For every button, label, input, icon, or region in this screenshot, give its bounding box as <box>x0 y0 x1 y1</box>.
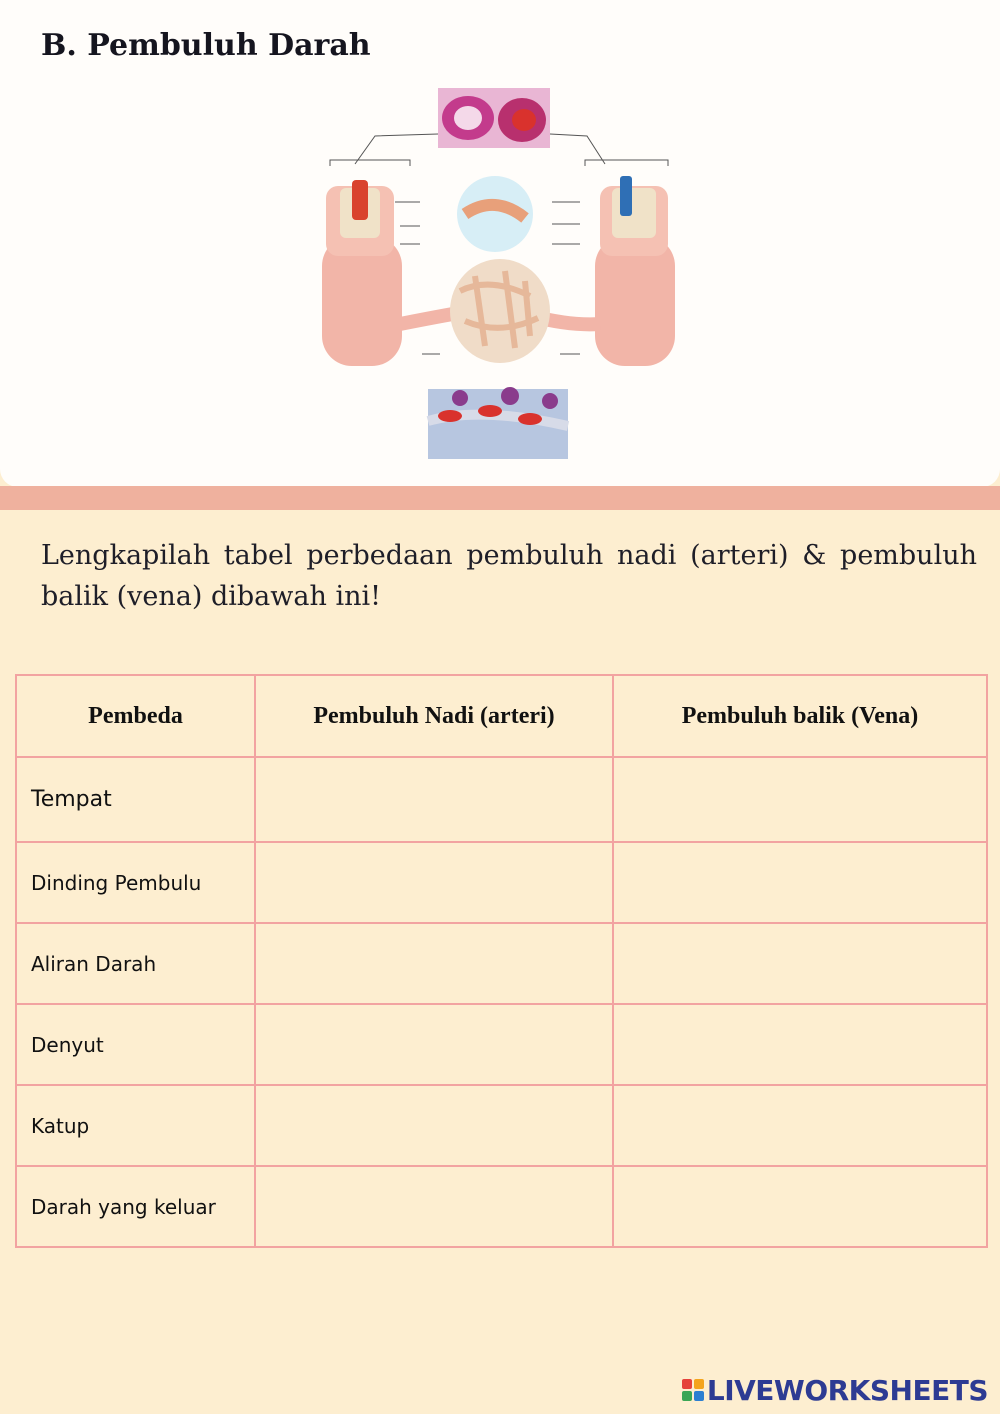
section-title: B. Pembuluh Darah <box>41 28 371 63</box>
table-row <box>16 757 987 842</box>
row-label: Aliran Darah <box>16 923 255 1004</box>
table-row <box>16 1166 987 1247</box>
row-label: Tempat <box>16 757 255 842</box>
instruction-text: Lengkapilah tabel perbedaan pembuluh nadi (arteri) & pembuluh balik (vena) dibawah ini! <box>41 540 977 612</box>
row-label: Denyut <box>16 1004 255 1085</box>
answer-cell-vena[interactable] <box>613 1085 987 1166</box>
comparison-table <box>15 674 988 1248</box>
answer-cell-arteri[interactable] <box>255 842 613 923</box>
answer-cell-vena[interactable] <box>613 1166 987 1247</box>
answer-cell-vena[interactable] <box>613 923 987 1004</box>
row-label: Dinding Pembulu <box>16 842 255 923</box>
header-vena: Pembuluh balik (Vena) <box>613 675 987 757</box>
table-row <box>16 1085 987 1166</box>
table-header-row <box>16 675 987 757</box>
header-arteri: Pembuluh Nadi (arteri) <box>255 675 613 757</box>
answer-cell-vena[interactable] <box>613 842 987 923</box>
table-row <box>16 923 987 1004</box>
brand-name: LIVEWORKSHEETS <box>706 1373 988 1407</box>
answer-cell-arteri[interactable] <box>255 1004 613 1085</box>
divider-band <box>0 486 1000 510</box>
answer-cell-arteri[interactable] <box>255 1085 613 1166</box>
blood-vessel-diagram-icon <box>300 86 685 466</box>
answer-cell-vena[interactable] <box>613 1004 987 1085</box>
liveworksheets-brand <box>681 1372 988 1408</box>
table-row <box>16 842 987 923</box>
header-pembeda: Pembeda <box>16 675 255 757</box>
liveworksheets-logo-icon <box>681 1378 705 1402</box>
row-label: Darah yang keluar <box>16 1166 255 1247</box>
answer-cell-arteri[interactable] <box>255 923 613 1004</box>
answer-cell-vena[interactable] <box>613 757 987 842</box>
row-label: Katup <box>16 1085 255 1166</box>
answer-cell-arteri[interactable] <box>255 757 613 842</box>
table-row <box>16 1004 987 1085</box>
answer-cell-arteri[interactable] <box>255 1166 613 1247</box>
